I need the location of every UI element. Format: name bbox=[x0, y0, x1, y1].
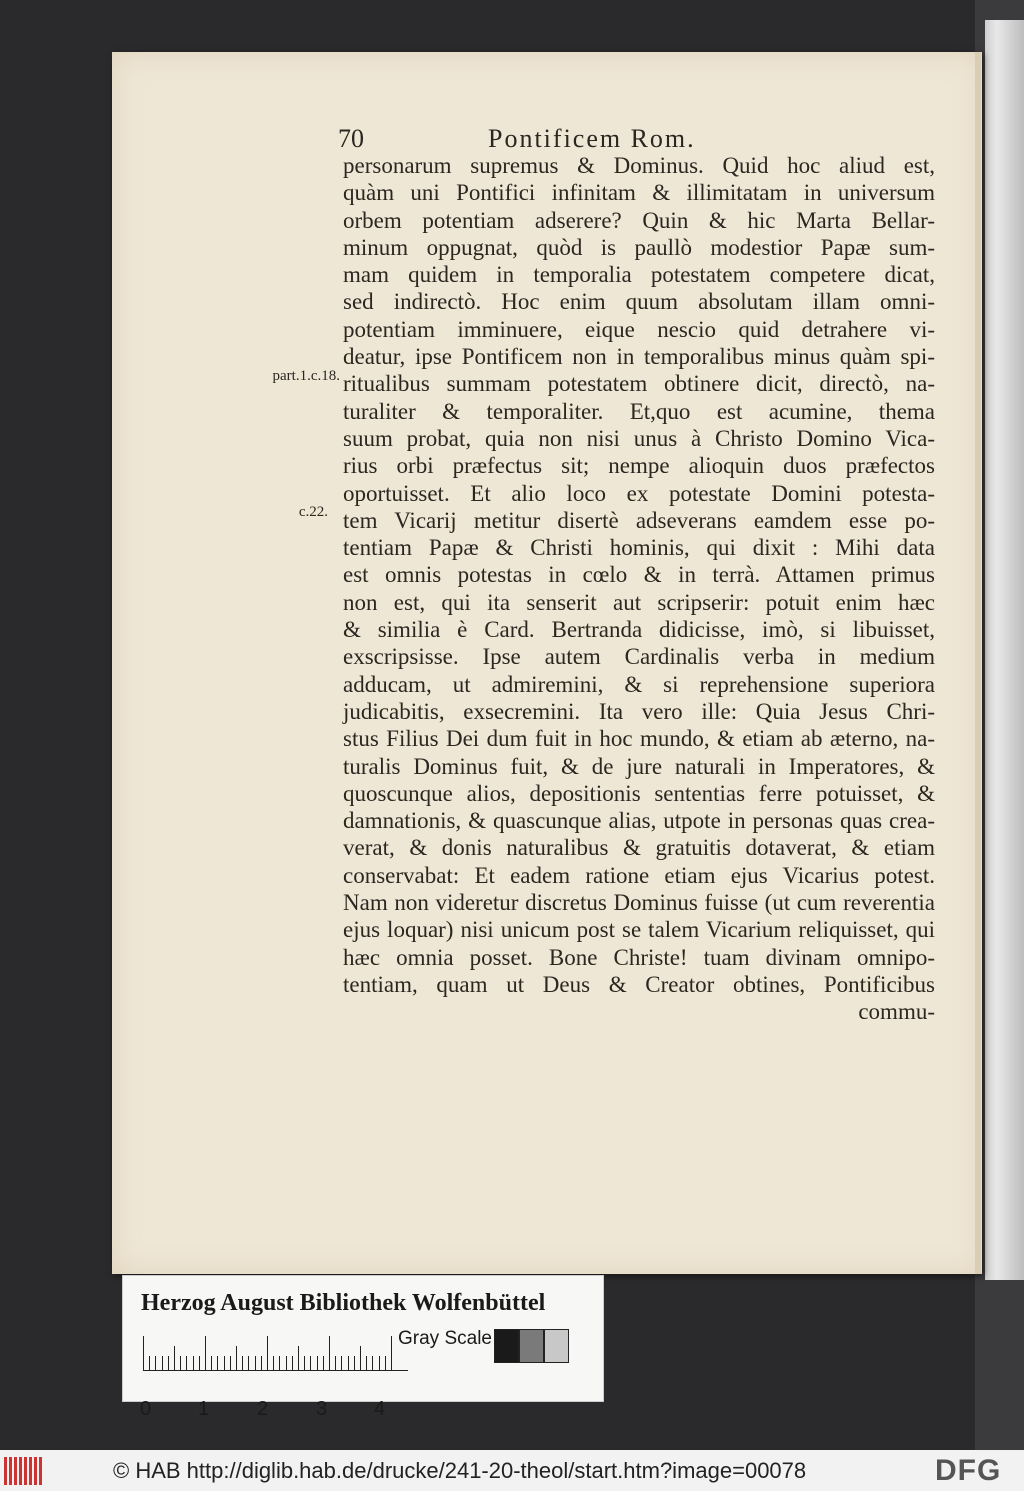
ruler-tick bbox=[193, 1356, 194, 1370]
text-line: damnationis, & quascunque alias, utpote in personas quas crea- bbox=[343, 808, 935, 834]
logo-bar bbox=[29, 1457, 32, 1485]
ruler-tick bbox=[348, 1356, 349, 1370]
ruler-tick bbox=[248, 1356, 249, 1370]
text-line: oportuisset. Et alio loco ex potestate Domini potesta- bbox=[343, 480, 935, 506]
page-edge bbox=[975, 52, 981, 1274]
text-line: suum probat, quia non nisi unus à Christo Domino Vica- bbox=[343, 425, 935, 451]
ruler-number: 0 bbox=[140, 1398, 152, 1420]
body-text bbox=[343, 152, 935, 1026]
ruler-tick bbox=[298, 1346, 299, 1370]
logo-bar bbox=[19, 1457, 22, 1485]
scanner-stand-panel bbox=[985, 20, 1024, 1280]
ruler-tick bbox=[168, 1356, 169, 1370]
ruler-tick bbox=[186, 1356, 187, 1370]
text-line: ejus loquar) nisi unicum post se talem Vicarium reliquisset, qui bbox=[343, 917, 935, 943]
ruler-tick bbox=[323, 1356, 324, 1370]
ruler-tick bbox=[230, 1356, 231, 1370]
ruler-tick bbox=[273, 1356, 274, 1370]
ruler-number: 1 bbox=[198, 1398, 210, 1420]
text-line: tentiam, quam ut Deus & Creator obtines, Pontificibus bbox=[343, 971, 935, 997]
ruler-tick bbox=[335, 1356, 336, 1370]
ruler-tick bbox=[224, 1356, 225, 1370]
text-line: mam quidem in temporalia potestatem competere dicat, bbox=[343, 262, 935, 288]
text-line: rius orbi præfectus sit; nempe alioquin duos præfectos bbox=[343, 453, 935, 479]
library-name: Herzog August Bibliothek Wolfenbüttel bbox=[141, 1290, 546, 1316]
logo-bar bbox=[24, 1457, 27, 1485]
text-line: tem Vicarij metitur disertè adseverans eamdem esse po- bbox=[343, 507, 935, 533]
margin-note: part.1.c.18. bbox=[272, 368, 340, 384]
ruler-tick bbox=[304, 1356, 305, 1370]
ruler-tick bbox=[211, 1356, 212, 1370]
text-line: sed indirectò. Hoc enim quum absolutam illam omni- bbox=[343, 289, 935, 315]
text-line: minum oppugnat, quòd is paullò modestior Papæ sum- bbox=[343, 234, 935, 260]
source-url[interactable]: © HAB http://diglib.hab.de/drucke/241-20-theol/start.htm?image=00078 bbox=[113, 1458, 807, 1483]
gray-swatch-black bbox=[494, 1329, 519, 1363]
logo-bar bbox=[4, 1457, 7, 1485]
ruler-tick bbox=[366, 1356, 367, 1370]
text-line: adducam, ut admiremini, & si reprehensione superiora bbox=[343, 671, 935, 697]
ruler-tick bbox=[385, 1356, 386, 1370]
ruler-tick bbox=[199, 1356, 200, 1370]
text-line: est omnis potestas in cœlo & in terrà. Attamen primus bbox=[343, 562, 935, 588]
running-head: Pontificem Rom. bbox=[488, 124, 696, 153]
text-line: quàm uni Pontifici infinitam & illimitatam in universum bbox=[343, 180, 935, 206]
ruler-tick bbox=[174, 1346, 175, 1370]
gray-swatch-light bbox=[544, 1329, 569, 1363]
ruler-tick bbox=[329, 1336, 330, 1370]
text-line: personarum supremus & Dominus. Quid hoc aliud est, bbox=[343, 153, 935, 178]
ruler-tick bbox=[286, 1356, 287, 1370]
ruler-tick bbox=[180, 1356, 181, 1370]
text-line: exscripsisse. Ipse autem Cardinalis verba in medium bbox=[343, 644, 935, 670]
hab-logo-icon bbox=[4, 1457, 44, 1485]
logo-bar bbox=[34, 1457, 37, 1485]
text-line: stus Filius Dei dum fuit in hoc mundo, & etiam ab æterno, na- bbox=[343, 726, 935, 752]
ruler-tick bbox=[310, 1356, 311, 1370]
logo-bar bbox=[39, 1457, 42, 1485]
ruler-tick bbox=[267, 1336, 268, 1370]
gray-swatch-dark bbox=[519, 1329, 544, 1363]
ruler-tick bbox=[261, 1356, 262, 1370]
measurement-ruler bbox=[143, 1334, 408, 1371]
ruler-tick bbox=[379, 1356, 380, 1370]
ruler-tick bbox=[279, 1356, 280, 1370]
ruler-tick bbox=[217, 1356, 218, 1370]
dfg-logo: DFG bbox=[935, 1454, 1002, 1487]
text-line: quoscunque alios, depositionis sententias ferre potuisset, & bbox=[343, 780, 935, 806]
ruler-tick bbox=[255, 1356, 256, 1370]
ruler-tick bbox=[292, 1356, 293, 1370]
text-line: ritualibus summam potestatem obtinere dicit, directò, na- bbox=[343, 371, 935, 397]
text-line: judicabitis, exsecremini. Ita vero ille: Quia Jesus Chri- bbox=[343, 698, 935, 724]
ruler-tick bbox=[242, 1356, 243, 1370]
text-line: verat, & donis naturalibus & gratuitis dotaverat, & etiam bbox=[343, 835, 935, 861]
logo-bar bbox=[9, 1457, 12, 1485]
text-line: Nam non videretur discretus Dominus fuisse (ut cum reverentia bbox=[343, 890, 935, 916]
text-line: orbem potentiam adserere? Quin & hic Marta Bellar- bbox=[343, 207, 935, 233]
text-line: commu- bbox=[858, 999, 935, 1025]
text-line: & similia è Card. Bertranda didicisse, imò, si libuisset, bbox=[343, 617, 935, 643]
page-number: 70 bbox=[338, 124, 364, 153]
ruler-tick bbox=[317, 1356, 318, 1370]
ruler-number: 4 bbox=[374, 1398, 386, 1420]
ruler-tick bbox=[155, 1356, 156, 1370]
ruler-tick bbox=[205, 1336, 206, 1370]
ruler-tick bbox=[354, 1356, 355, 1370]
viewer-footer bbox=[0, 1450, 1024, 1491]
logo-bar bbox=[14, 1457, 17, 1485]
ruler-number: 3 bbox=[316, 1398, 328, 1420]
ruler-tick bbox=[149, 1356, 150, 1370]
text-line: turaliter & temporaliter. Et,quo est acumine, thema bbox=[343, 398, 935, 424]
ruler-tick bbox=[341, 1356, 342, 1370]
ruler-tick bbox=[391, 1336, 392, 1370]
ruler-tick bbox=[143, 1336, 144, 1370]
ruler-number: 2 bbox=[257, 1398, 269, 1420]
ruler-tick bbox=[372, 1356, 373, 1370]
ruler-tick bbox=[360, 1346, 361, 1370]
ruler-tick bbox=[236, 1346, 237, 1370]
text-line: non est, qui ita senserit aut scripserir: potuit enim hæc bbox=[343, 589, 935, 615]
ruler-tick bbox=[162, 1356, 163, 1370]
text-line: hæc omnia posset. Bone Christe! tuam divinam omnipo- bbox=[343, 944, 935, 970]
text-line: tentiam Papæ & Christi hominis, qui dixit : Mihi data bbox=[343, 535, 935, 561]
margin-note: c.22. bbox=[298, 504, 328, 520]
text-line: conservabat: Et eadem ratione etiam ejus Vicarius potest. bbox=[343, 862, 935, 888]
text-line: turalis Dominus fuit, & de jure naturali in Imperatores, & bbox=[343, 753, 935, 779]
gray-scale-label: Gray Scale bbox=[398, 1328, 492, 1349]
text-line: deatur, ipse Pontificem non in temporalibus minus quàm spi- bbox=[343, 344, 935, 370]
text-line: potentiam imminuere, eique nescio quid detrahere vi- bbox=[343, 316, 935, 342]
